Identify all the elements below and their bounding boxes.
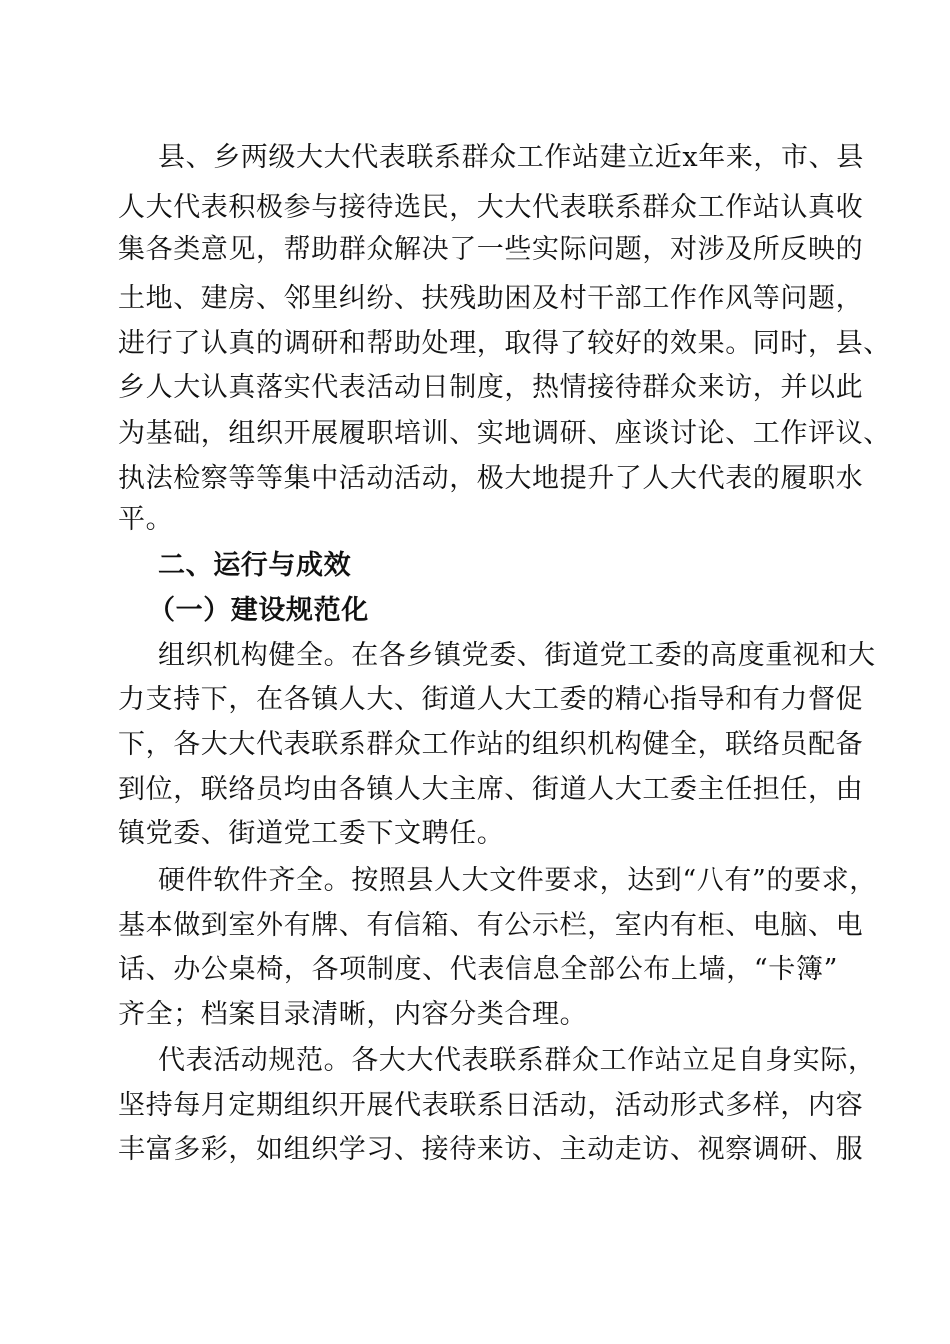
intro-line-4: 土地、建房、邻里纠纷、扶残助困及村干部工作作风等问题， <box>118 283 864 314</box>
intro-line-6: 乡人大认真落实代表活动日制度，热情接待群众来访，并以此 <box>118 372 864 403</box>
intro-line-8: 执法检察等等集中活动活动，极大地提升了人大代表的履职水 <box>118 463 864 494</box>
hw-line-4: 齐全；档案目录清晰，内容分类合理。 <box>118 999 588 1030</box>
act-line-3: 丰富多彩，如组织学习、接待来访、主动走访、视察调研、服 <box>118 1134 864 1165</box>
org-line-5: 镇党委、街道党工委下文聘任。 <box>118 818 505 849</box>
intro-line-5: 进行了认真的调研和帮助处理，取得了较好的效果。同时，县、 <box>118 328 891 359</box>
act-line-2: 坚持每月定期组织开展代表联系日活动，活动形式多样，内容 <box>118 1090 864 1121</box>
intro-line-2: 人大代表积极参与接待选民，大大代表联系群众工作站认真收 <box>118 192 864 223</box>
intro-line-7: 为基础，组织开展履职培训、实地调研、座谈讨论、工作评议、 <box>118 418 891 449</box>
org-line-4: 到位，联络员均由各镇人大主席、街道人大工委主任担任，由 <box>118 774 864 805</box>
intro-line-3: 集各类意见，帮助群众解决了一些实际问题，对涉及所反映的 <box>118 234 864 265</box>
hw-line-3: 话、办公桌椅，各项制度、代表信息全部公布上墙，“卡簿” <box>118 954 838 985</box>
org-line-2: 力支持下，在各镇人大、街道人大工委的精心指导和有力督促 <box>118 684 864 715</box>
section-heading: 二、运行与成效 <box>158 550 352 581</box>
org-line-1: 组织机构健全。在各乡镇党委、街道党工委的高度重视和大 <box>158 640 876 671</box>
intro-line-1: 县、乡两级大大代表联系群众工作站建立近x年来，市、县 <box>158 142 864 173</box>
subsection-heading: （一）建设规范化 <box>148 595 369 626</box>
intro-line-9: 平。 <box>118 504 174 535</box>
hw-line-1: 硬件软件齐全。按照县人大文件要求，达到“八有”的要求， <box>158 865 877 896</box>
hw-line-2: 基本做到室外有牌、有信箱、有公示栏，室内有柜、电脑、电 <box>118 910 864 941</box>
act-line-1: 代表活动规范。各大大代表联系群众工作站立足自身实际， <box>158 1045 876 1076</box>
org-line-3: 下，各大大代表联系群众工作站的组织机构健全，联络员配备 <box>118 729 864 760</box>
